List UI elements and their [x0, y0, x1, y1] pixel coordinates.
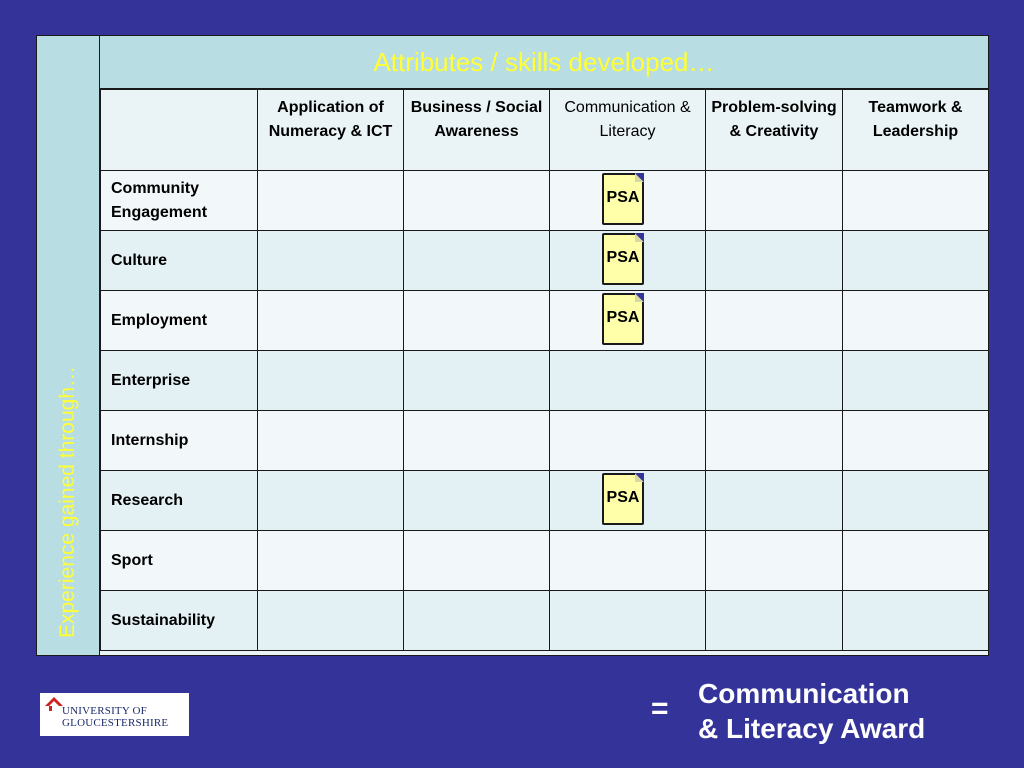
logo-line-2: GLOUCESTERSHIRE	[62, 717, 169, 729]
psa-label: PSA	[606, 309, 640, 326]
psa-document-icon[interactable]	[602, 293, 644, 345]
row-label-text: Sustainability	[111, 611, 216, 629]
matrix-cell	[843, 411, 989, 471]
matrix-cell	[843, 231, 989, 291]
column-header: Business / Social Awareness	[404, 90, 550, 171]
matrix-cell	[550, 171, 706, 231]
matrix-cell	[258, 471, 404, 531]
equals-sign: =	[651, 692, 669, 725]
page-fold-icon	[635, 173, 644, 182]
matrix-cell	[258, 171, 404, 231]
table-row	[101, 471, 989, 531]
psa-label: PSA	[606, 189, 640, 206]
matrix-cell	[706, 471, 843, 531]
matrix-cell	[706, 231, 843, 291]
matrix-cell	[258, 231, 404, 291]
row-label	[101, 591, 258, 651]
matrix-table	[100, 89, 989, 651]
matrix-cell	[843, 291, 989, 351]
row-label	[101, 471, 258, 531]
row-label	[101, 231, 258, 291]
column-header: Problem-solving & Creativity	[706, 90, 843, 171]
award-title	[698, 676, 925, 746]
matrix-cell	[404, 351, 550, 411]
row-label-text: Employment	[111, 311, 208, 329]
matrix-cell	[550, 291, 706, 351]
psa-document-icon[interactable]	[602, 173, 644, 225]
matrix-cell	[843, 171, 989, 231]
row-label-text: Sport	[111, 551, 153, 569]
side-heading: Experience gained through…	[56, 365, 79, 639]
matrix-cell	[404, 531, 550, 591]
matrix-cell	[258, 411, 404, 471]
matrix-cell	[550, 531, 706, 591]
matrix-cell	[843, 351, 989, 411]
row-label	[101, 171, 258, 231]
logo-line-1: UNIVERSITY OF	[62, 705, 147, 717]
row-label-text: Internship	[111, 431, 189, 449]
matrix-cell	[550, 351, 706, 411]
top-heading: Attributes / skills developed…	[373, 46, 715, 77]
matrix-cell	[550, 411, 706, 471]
psa-label: PSA	[606, 489, 640, 506]
page-fold-icon	[635, 233, 644, 242]
house-logo-icon	[45, 697, 63, 711]
row-label	[101, 351, 258, 411]
table-row	[101, 591, 989, 651]
matrix-cell	[843, 591, 989, 651]
table-row	[101, 231, 989, 291]
row-label	[101, 411, 258, 471]
table-row	[101, 351, 989, 411]
psa-document-icon[interactable]	[602, 473, 644, 525]
psa-document-icon[interactable]	[602, 233, 644, 285]
university-logo	[40, 693, 189, 736]
skills-matrix	[36, 35, 989, 656]
matrix-cell	[258, 591, 404, 651]
matrix-cell	[843, 531, 989, 591]
side-heading-band	[37, 36, 100, 655]
matrix-cell	[550, 471, 706, 531]
column-header-row	[101, 90, 989, 171]
row-label-text: Community Engagement	[111, 180, 208, 221]
column-header: Teamwork & Leadership	[843, 90, 989, 171]
row-label-text: Enterprise	[111, 371, 191, 389]
matrix-cell	[404, 231, 550, 291]
table-row	[101, 171, 989, 231]
matrix-cell	[706, 171, 843, 231]
matrix-cell	[404, 171, 550, 231]
matrix-cell	[258, 531, 404, 591]
page-fold-icon	[635, 293, 644, 302]
matrix-cell	[706, 591, 843, 651]
matrix-cell	[404, 471, 550, 531]
row-label	[101, 531, 258, 591]
matrix-cell	[550, 231, 706, 291]
corner-cell	[101, 90, 258, 171]
award-line-1: Communication	[698, 678, 910, 709]
row-label-text: Research	[111, 491, 184, 509]
matrix-cell	[404, 411, 550, 471]
column-header: Application of Numeracy & ICT	[258, 90, 404, 171]
matrix-cell	[706, 531, 843, 591]
row-label-text: Culture	[111, 251, 167, 269]
table-row	[101, 291, 989, 351]
matrix-cell	[706, 351, 843, 411]
matrix-cell	[404, 291, 550, 351]
matrix-cell	[404, 591, 550, 651]
column-header: Communication & Literacy	[550, 90, 706, 171]
row-label	[101, 291, 258, 351]
matrix-cell	[258, 351, 404, 411]
award-line-2: & Literacy Award	[698, 713, 926, 744]
matrix-cell	[706, 411, 843, 471]
top-heading-band	[100, 36, 988, 89]
table-row	[101, 411, 989, 471]
table-row	[101, 531, 989, 591]
matrix-cell	[843, 471, 989, 531]
matrix-cell	[258, 291, 404, 351]
matrix-cell	[550, 591, 706, 651]
page-fold-icon	[635, 473, 644, 482]
matrix-cell	[706, 291, 843, 351]
psa-label: PSA	[606, 249, 640, 266]
